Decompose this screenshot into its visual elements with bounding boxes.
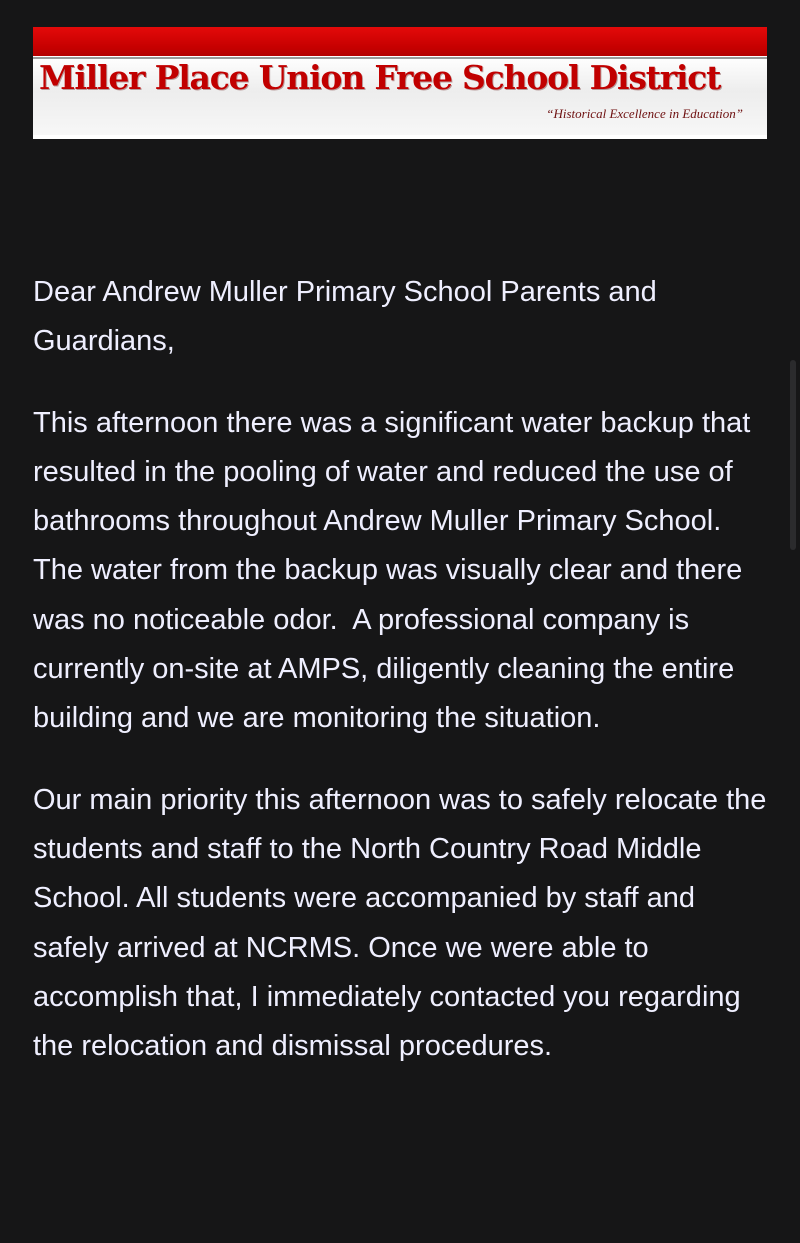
district-name: Miller Place Union Free School District [39,58,721,97]
district-header-banner [33,27,767,139]
scrollbar[interactable] [790,360,796,550]
letter-paragraph: This afternoon there was a significant water backup that resulted in the pooling of water and reduced the use of bathrooms throughout Andrew Muller Primary School. The water from the backup was visually clear and there was no noticeable odor. A professional company is currently on-site at AMPS, diligently cleaning the entire building and we are monitoring the situation. [33,406,759,735]
banner-red-stripe [33,27,767,56]
letter-body [33,268,773,1103]
district-tagline: “Historical Excellence in Education” [546,106,743,121]
letter-salutation: Dear Andrew Muller Primary School Parents and Guardians, [33,276,665,358]
letter-paragraph: Our main priority this afternoon was to safely relocate the students and staff to the North Country Road Middle School. All students were accompanied by staff and safely arrived at NCRMS. Once we were able to accomplish that, I immediately contacted you regarding the relocation and dismissal procedures. [33,783,775,1063]
